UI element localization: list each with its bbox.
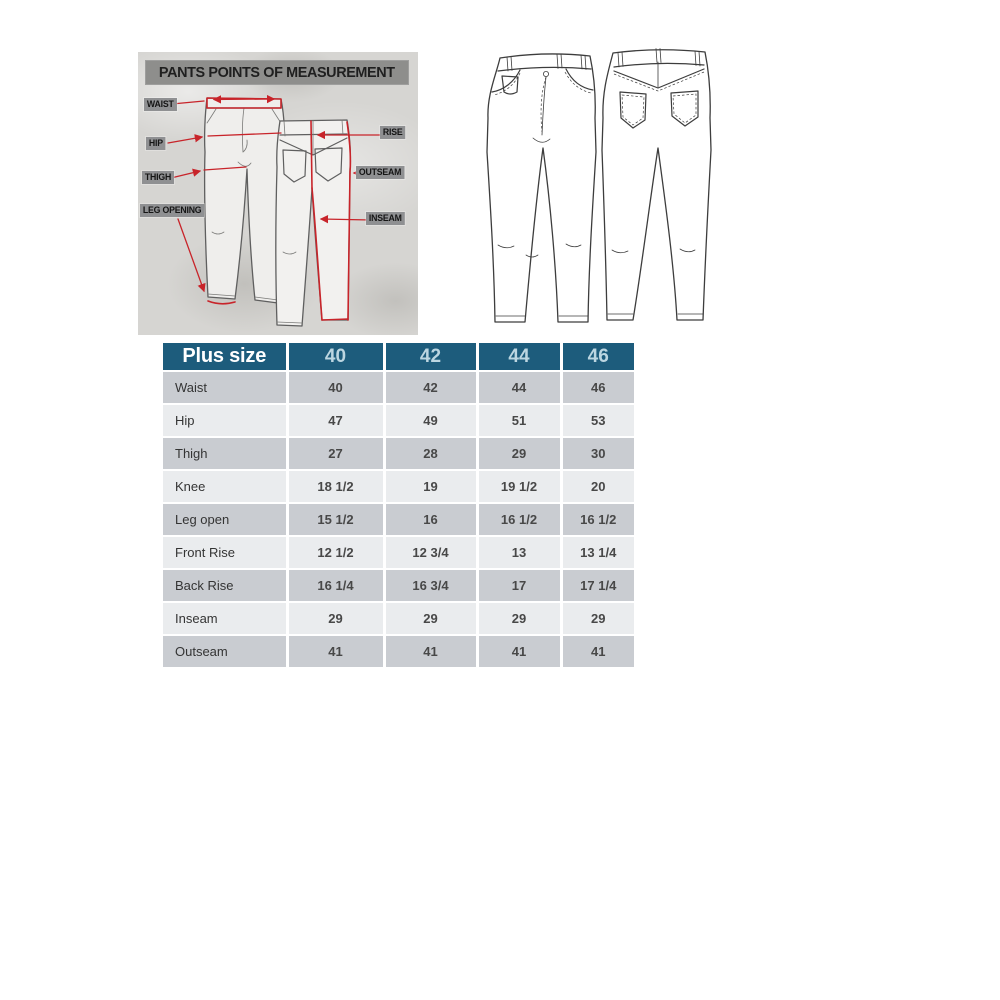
size-value-cell: 41 — [561, 635, 634, 667]
size-value-cell: 29 — [477, 437, 561, 470]
size-column-header: 46 — [561, 343, 634, 371]
label-inseam: INSEAM — [366, 212, 405, 225]
jeans-front-view — [487, 54, 596, 322]
size-value-cell: 47 — [287, 404, 384, 437]
pants-front-sketch — [205, 98, 285, 303]
row-label-cell: Leg open — [163, 503, 287, 536]
size-value-cell: 15 1/2 — [287, 503, 384, 536]
size-value-cell: 16 — [384, 503, 477, 536]
size-value-cell: 17 1/4 — [561, 569, 634, 602]
table-row — [163, 503, 634, 536]
jeans-flat-svg — [462, 40, 747, 332]
row-label-cell: Front Rise — [163, 536, 287, 569]
label-thigh: THIGH — [142, 171, 174, 184]
size-value-cell: 17 — [477, 569, 561, 602]
table-body — [163, 371, 634, 667]
size-value-cell: 44 — [477, 371, 561, 404]
size-value-cell: 29 — [287, 602, 384, 635]
size-value-cell: 29 — [561, 602, 634, 635]
pants-back-sketch — [276, 120, 351, 326]
table-row — [163, 602, 634, 635]
size-value-cell: 40 — [287, 371, 384, 404]
table-row — [163, 404, 634, 437]
size-value-cell: 18 1/2 — [287, 470, 384, 503]
size-value-cell: 16 3/4 — [384, 569, 477, 602]
size-value-cell: 29 — [477, 602, 561, 635]
size-value-cell: 51 — [477, 404, 561, 437]
measurement-diagram — [138, 52, 418, 335]
measurement-sketch — [138, 52, 418, 335]
size-value-cell: 29 — [384, 602, 477, 635]
size-value-cell: 28 — [384, 437, 477, 470]
size-value-cell: 53 — [561, 404, 634, 437]
row-label-cell: Knee — [163, 470, 287, 503]
size-value-cell: 13 1/4 — [561, 536, 634, 569]
size-value-cell: 12 3/4 — [384, 536, 477, 569]
jeans-back-view — [602, 49, 711, 321]
table-row — [163, 536, 634, 569]
size-value-cell: 41 — [384, 635, 477, 667]
size-value-cell: 41 — [477, 635, 561, 667]
size-column-header: 44 — [477, 343, 561, 371]
size-value-cell: 42 — [384, 371, 477, 404]
size-table — [163, 343, 634, 667]
label-hip: HIP — [146, 137, 166, 150]
size-value-cell: 27 — [287, 437, 384, 470]
table-row — [163, 437, 634, 470]
row-label-cell: Inseam — [163, 602, 287, 635]
row-label-cell: Thigh — [163, 437, 287, 470]
size-value-cell: 12 1/2 — [287, 536, 384, 569]
label-leg-opening: LEG OPENING — [140, 204, 204, 217]
size-value-cell: 16 1/2 — [561, 503, 634, 536]
size-value-cell: 49 — [384, 404, 477, 437]
table-row — [163, 371, 634, 404]
size-value-cell: 19 — [384, 470, 477, 503]
label-rise: RISE — [380, 126, 405, 139]
row-label-cell: Back Rise — [163, 569, 287, 602]
size-value-cell: 19 1/2 — [477, 470, 561, 503]
row-label-cell: Outseam — [163, 635, 287, 667]
plus-size-header-cell: Plus size — [163, 343, 287, 371]
size-value-cell: 16 1/4 — [287, 569, 384, 602]
size-value-cell: 41 — [287, 635, 384, 667]
size-value-cell: 46 — [561, 371, 634, 404]
size-column-header: 42 — [384, 343, 477, 371]
size-value-cell: 13 — [477, 536, 561, 569]
table-header-row — [163, 343, 634, 371]
label-waist: WAIST — [144, 98, 176, 111]
size-column-header: 40 — [287, 343, 384, 371]
table-row — [163, 569, 634, 602]
diagram-title: PANTS POINTS OF MEASUREMENT — [145, 60, 409, 85]
row-label-cell: Hip — [163, 404, 287, 437]
table-row — [163, 470, 634, 503]
size-value-cell: 16 1/2 — [477, 503, 561, 536]
size-value-cell: 20 — [561, 470, 634, 503]
size-value-cell: 30 — [561, 437, 634, 470]
jeans-flat-sketch — [462, 40, 747, 332]
row-label-cell: Waist — [163, 371, 287, 404]
label-outseam: OUTSEAM — [356, 166, 404, 179]
table-row — [163, 635, 634, 667]
